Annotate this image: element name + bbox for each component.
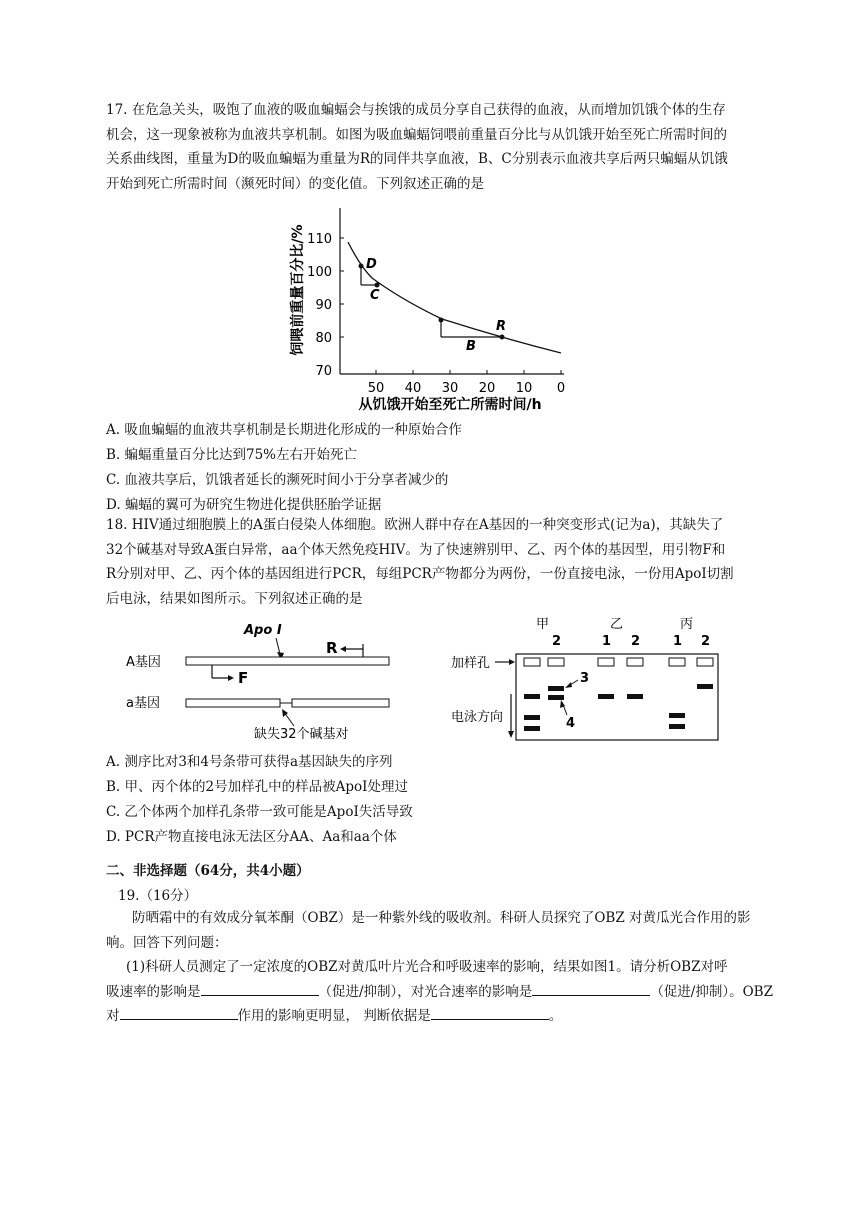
y-tick-label: 70 (315, 364, 332, 379)
gene-diagram (126, 620, 406, 740)
gel-band (524, 715, 540, 720)
q19-part1-line (106, 1004, 774, 1029)
q18-line: 18. HIV通过细胞膜上的A蛋白侵染人体细胞。欧洲人群中存在A基因的一种突变形式(记为a)，其缺失了 (106, 517, 724, 533)
direction-arrowhead (508, 731, 514, 738)
deletion-label: 缺失32个碱基对 (254, 727, 349, 740)
q17-line: 机会，这一现象被称为血液共享机制。如图为吸血蝙蝠饲喂前重量百分比与从饥饿开始至死亡所需时间的 (106, 126, 727, 143)
y-tick-label: 90 (315, 298, 332, 313)
x-axis-label: 从饥饿开始至死亡所需时间/h (358, 397, 542, 412)
gel-diagram (448, 614, 728, 744)
x-tick-label: 10 (515, 381, 533, 396)
label-r: R (496, 319, 507, 334)
well-label: 加样孔 (451, 656, 491, 671)
direction-label: 电泳方向 (451, 710, 504, 725)
gel-band (524, 726, 540, 731)
q19-intro-line: 响。回答下列问题： (106, 934, 228, 951)
gel-frame (516, 654, 718, 740)
y-axis-label: 饲喂前重量百分比/% (290, 224, 306, 356)
q19-text: 作用的影响更明显， 判断依据是 (237, 1008, 431, 1024)
band-4-label: 4 (566, 716, 576, 731)
gel-band (669, 724, 685, 729)
q17-option-c: C. 血液共享后，饥饿者延长的濒死时间小于分享者减少的 (106, 472, 449, 488)
lane-number: 1 (602, 634, 612, 649)
point-r-start (439, 318, 444, 323)
q19-text: （促进/抑制），对光合速率的影响是 (318, 983, 533, 1000)
q18-line: 32个碱基对导致A蛋白异常，aa个体天然免疫HIV。为了快速辨别甲、乙、丙个体的基因型，用引物F和 (106, 541, 726, 558)
individual-jia: 甲 (536, 617, 550, 632)
q19-text: 。 (548, 1008, 563, 1024)
A-gene-bar (186, 657, 389, 665)
primer-f-label: F (238, 669, 249, 687)
q19-text: 吸速率的影响是 (106, 983, 201, 1000)
q19-part1-line (106, 980, 774, 1005)
answer-blank[interactable] (120, 1005, 238, 1020)
answer-blank[interactable] (532, 981, 650, 996)
q19-text: 对 (106, 1008, 120, 1024)
well (548, 658, 564, 666)
gel-band (598, 694, 614, 699)
q18-line: 后电泳，结果如图所示。下列叙述正确的是 (106, 590, 363, 607)
q19-part1 (106, 955, 774, 1029)
lane-number: 2 (701, 634, 711, 649)
a-gene-bar-left (186, 699, 280, 707)
well (524, 658, 540, 666)
x-tick-label: 50 (367, 381, 385, 396)
gel-band (627, 694, 643, 699)
q18-option-b: B. 甲、丙个体的2号加样孔中的样品被ApoI处理过 (106, 779, 408, 795)
q17-line: 开始到死亡所需时间（濒死时间）的变化值。下列叙述正确的是 (106, 175, 484, 192)
well (697, 658, 713, 666)
well-arrowhead (509, 659, 515, 665)
q19-intro (106, 906, 774, 955)
point-r (500, 335, 505, 340)
primer-r-arrowhead (340, 646, 346, 652)
q18-line: R分别对甲、乙、丙个体的基因组进行PCR，每组PCR产物都分为两份，一份直接电泳，一份用ApoI切割 (106, 566, 734, 582)
y-tick-label: 80 (315, 331, 332, 346)
individual-bing: 丙 (680, 617, 694, 632)
survival-curve (348, 242, 561, 353)
lane-number: 1 (673, 634, 683, 649)
A-gene-label: A基因 (126, 655, 161, 670)
point-d (359, 264, 364, 269)
q19-heading: 19.（16分） (118, 888, 198, 904)
gel-band (524, 694, 540, 699)
q17-option-a: A. 吸血蝙蝠的血液共享机制是长期进化形成的一种原始合作 (106, 422, 462, 438)
label-b: B (466, 339, 476, 354)
primer-r-label: R (326, 639, 338, 657)
x-tick-label: 30 (441, 381, 459, 396)
point-c-end (375, 283, 380, 288)
gel-band (669, 713, 685, 718)
q17-chart (282, 198, 582, 412)
a-gene-label: a基因 (126, 696, 160, 711)
primer-f-arrowhead (228, 675, 234, 681)
gel-band (697, 684, 713, 689)
gel-band (548, 695, 564, 700)
q17-option-d: D. 蝙蝠的翼可为研究生物进化提供胚胎学证据 (106, 497, 382, 513)
x-tick-label: 0 (556, 381, 566, 396)
q18-stem (106, 513, 774, 611)
x-tick-label: 20 (478, 381, 496, 396)
lane-number: 2 (631, 634, 641, 649)
band-3-label: 3 (580, 671, 590, 686)
well (598, 658, 614, 666)
y-tick-label: 110 (307, 232, 332, 247)
q18-option-d: D. PCR产物直接电泳无法区分AA、Aa和aa个体 (106, 829, 397, 845)
q17-stem (106, 98, 774, 196)
label-d: D (366, 257, 377, 272)
q19-intro-line: 防晒霜中的有效成分氧苯酮（OBZ）是一种紫外线的吸收剂。科研人员探究了OBZ 对黄瓜光合作用的影 (132, 910, 751, 926)
q19-text: （促进/抑制）。OBZ (650, 983, 773, 1000)
label-c: C (370, 288, 380, 303)
individual-yi: 乙 (610, 617, 624, 632)
answer-blank[interactable] (431, 1005, 549, 1020)
q17-option-b: B. 蝙蝠重量百分比达到75%左右开始死亡 (106, 447, 358, 463)
section-heading: 二、非选择题（64分，共4小题） (106, 863, 310, 879)
well (627, 658, 643, 666)
a-gene-bar-right (292, 699, 389, 707)
well (669, 658, 685, 666)
q19-part1-line: (1)科研人员测定了一定浓度的OBZ对黄瓜叶片光合和呼吸速率的影响，结果如图1。请分析OBZ对呼 (126, 959, 728, 975)
y-tick-label: 100 (307, 265, 332, 280)
lane-number: 2 (552, 634, 562, 649)
q17-line: 关系曲线图，重量为D的吸血蝙蝠为重量为R的同伴共享血液，B、C分别表示血液共享后两只蝙蝠从饥饿 (106, 151, 728, 167)
apo-label: Apo Ⅰ (244, 623, 282, 638)
x-tick-label: 40 (404, 381, 422, 396)
gel-band (548, 686, 564, 691)
q18-option-c: C. 乙个体两个加样孔条带一致可能是ApoI失活导致 (106, 804, 413, 820)
q17-line: 17. 在危急关头，吸饱了血液的吸血蝙蝠会与挨饿的成员分享自己获得的血液，从而增加饥饿个体的生存 (106, 102, 726, 118)
q18-option-a: A. 测序比对3和4号条带可获得a基因缺失的序列 (106, 754, 393, 770)
answer-blank[interactable] (201, 981, 319, 996)
